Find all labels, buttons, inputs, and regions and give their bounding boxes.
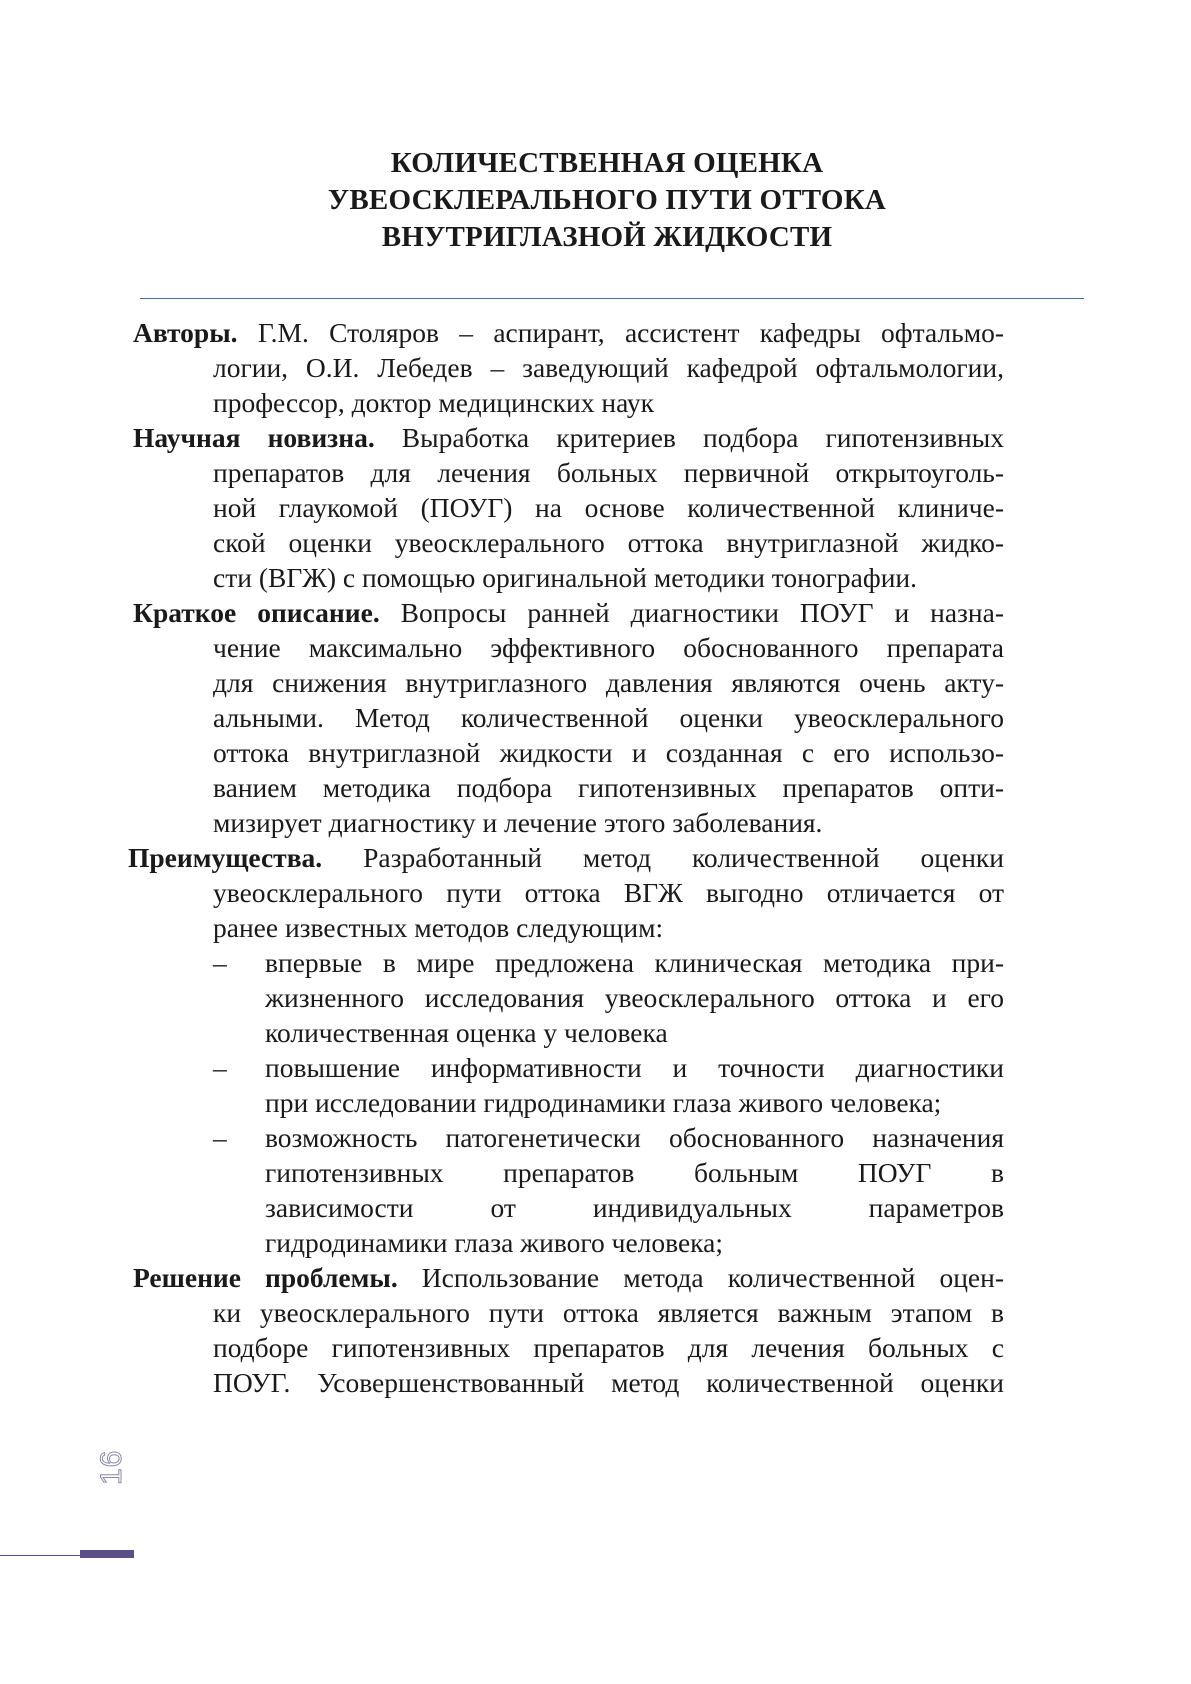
novelty-line-4: ской оценки увеосклерального оттока внутриглазной жидко- xyxy=(213,527,1004,558)
page-number: 16 xyxy=(95,1449,128,1485)
advantages-line-3: ранее известных методов следующим: xyxy=(213,912,664,943)
bullet-2-line-1: повышение информативности и точности диагностики xyxy=(265,1052,1004,1083)
authors-line-2: логии, О.И. Лебедев – заведующий кафедрой офтальмологии, xyxy=(213,352,1004,383)
title-line-3: ВНУТРИГЛАЗНОЙ ЖИДКОСТИ xyxy=(381,221,833,253)
solution-term: Решение проблемы. xyxy=(133,1262,398,1293)
bullet-dash-1: – xyxy=(213,947,227,978)
bullet-1-line-2: жизненного исследования увеосклерального оттока и его xyxy=(265,982,1004,1013)
bullet-dash-3: – xyxy=(213,1122,227,1153)
bullet-1-line-1: впервые в мире предложена клиническая методика при- xyxy=(265,947,1004,978)
bullet-3-line-2: гипотензивных препаратов больным ПОУГ в xyxy=(265,1157,1004,1188)
novelty-line-2: препаратов для лечения больных первичной открытоуголь- xyxy=(213,457,1004,488)
novelty-line-1: Научная новизна. Выработка критериев подбора гипотензивных xyxy=(133,422,1004,453)
bullet-dash-2: – xyxy=(213,1052,227,1083)
advantages-term: Преимущества. xyxy=(128,842,323,873)
summary-line-6: ванием методика подбора гипотензивных препаратов опти- xyxy=(213,772,1004,803)
bullet-3-line-3: зависимости от индивидуальных параметров xyxy=(265,1192,1004,1223)
footer-accent-bar xyxy=(80,1550,134,1558)
document-title xyxy=(130,145,1084,256)
solution-line-4: ПОУГ. Усовершенствованный метод количественной оценки xyxy=(213,1367,1004,1398)
novelty-term: Научная новизна. xyxy=(133,422,375,453)
summary-term: Краткое описание. xyxy=(133,597,380,628)
advantages-line-1: Преимущества. Разработанный метод количественной оценки xyxy=(128,842,1004,873)
advantages-line-2: увеосклерального пути оттока ВГЖ выгодно отличается от xyxy=(213,877,1004,908)
summary-line-1: Краткое описание. Вопросы ранней диагностики ПОУГ и назна- xyxy=(133,597,1004,628)
summary-line-7: мизирует диагностику и лечение этого заболевания. xyxy=(213,807,823,838)
bullet-3-line-1: возможность патогенетически обоснованного назначения xyxy=(265,1122,1004,1153)
solution-line-2: ки увеосклерального пути оттока является важным этапом в xyxy=(213,1297,1004,1328)
solution-line-1: Решение проблемы. Использование метода количественной оцен- xyxy=(133,1262,1004,1293)
summary-line-4: альными. Метод количественной оценки увеосклерального xyxy=(213,702,1004,733)
authors-line-3: профессор, доктор медицинских наук xyxy=(213,387,655,418)
solution-line-3: подборе гипотензивных препаратов для лечения больных с xyxy=(213,1332,1004,1363)
title-line-2: УВЕОСКЛЕРАЛЬНОГО ПУТИ ОТТОКА xyxy=(327,184,887,216)
summary-line-5: оттока внутриглазной жидкости и созданная с его использо- xyxy=(213,737,1004,768)
summary-line-3: для снижения внутриглазного давления являются очень акту- xyxy=(213,667,1004,698)
novelty-line-3: ной глаукомой (ПОУГ) на основе количественной клиниче- xyxy=(213,492,1004,523)
authors-term: Авторы. xyxy=(133,317,238,348)
summary-line-2: чение максимально эффективного обоснованного препарата xyxy=(213,632,1004,663)
bullet-2-line-2: при исследовании гидродинамики глаза живого человека; xyxy=(265,1087,942,1118)
bullet-3-line-4: гидродинамики глаза живого человека; xyxy=(265,1227,723,1258)
title-line-1: КОЛИЧЕСТВЕННАЯ ОЦЕНКА xyxy=(390,147,824,179)
bullet-1-line-3: количественная оценка у человека xyxy=(265,1017,668,1048)
authors-line-1: Авторы. Г.М. Столяров – аспирант, ассистент кафедры офтальмо- xyxy=(133,317,1004,348)
novelty-line-5: сти (ВГЖ) с помощью оригинальной методики тонографии. xyxy=(213,562,918,593)
title-divider xyxy=(140,298,1084,299)
